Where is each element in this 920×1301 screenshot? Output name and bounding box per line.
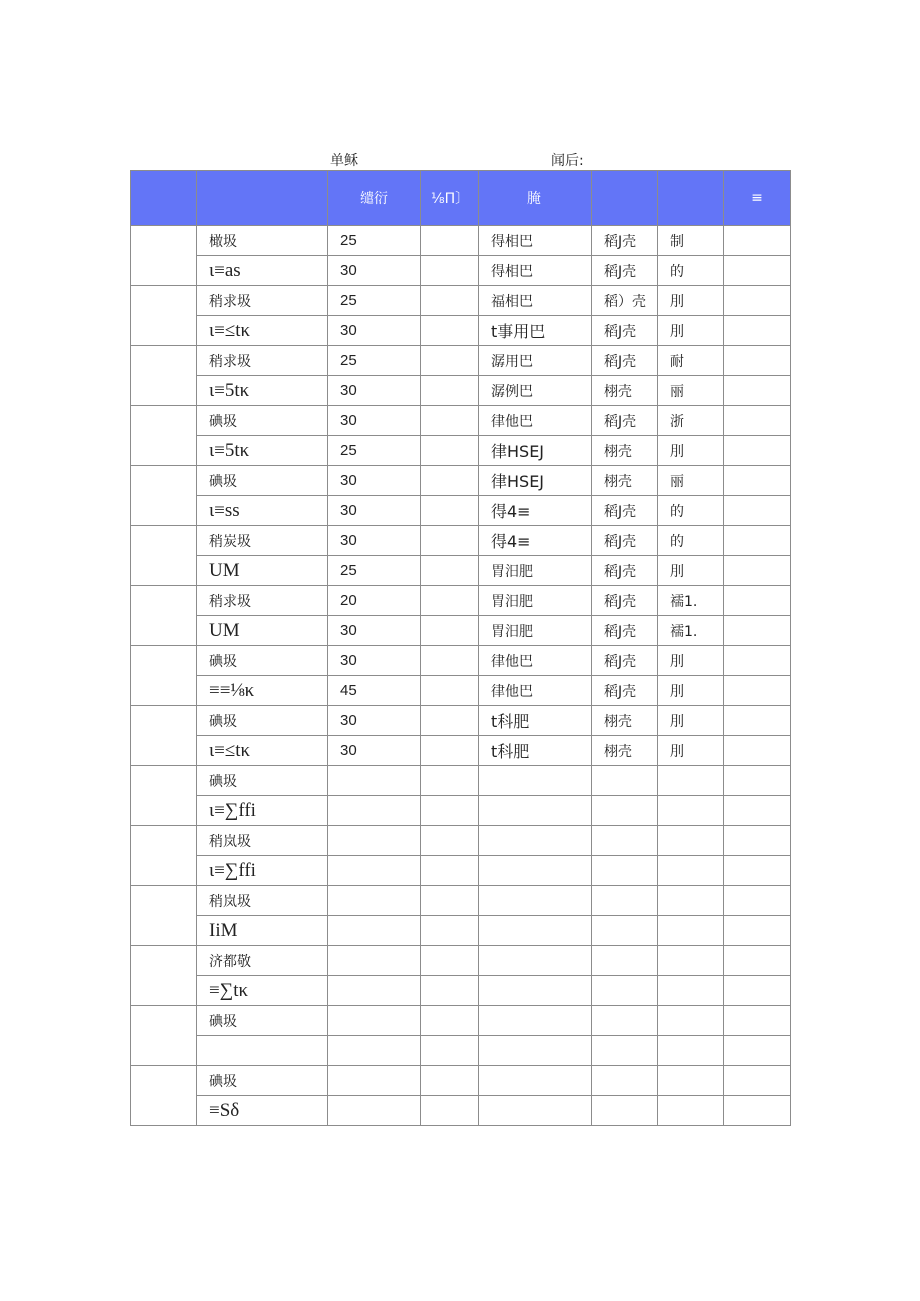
cell-remark <box>724 796 791 826</box>
cell-extra <box>421 376 479 406</box>
cell-extra <box>421 766 479 796</box>
cell-type <box>592 1096 658 1126</box>
table-row <box>131 1006 791 1036</box>
cell-remark <box>724 526 791 556</box>
cell-note <box>658 1066 724 1096</box>
cell-remark <box>724 226 791 256</box>
cell-name: 碘圾 <box>197 766 328 796</box>
cell-name: 碘圾 <box>197 406 328 436</box>
cell-qty <box>328 826 421 856</box>
cell-qty: 25 <box>328 346 421 376</box>
cell-type <box>592 1066 658 1096</box>
cell-name: 济都敬 <box>197 946 328 976</box>
table-row <box>131 1066 791 1096</box>
cell-type: 稻J壳 <box>592 586 658 616</box>
cell-remark <box>724 706 791 736</box>
header-cell: 缱衍 <box>328 171 421 226</box>
cell-remark <box>724 316 791 346</box>
cell-note: 刖 <box>658 646 724 676</box>
cell-type: 栩壳 <box>592 466 658 496</box>
table-row <box>131 586 791 616</box>
group-cell <box>131 646 197 706</box>
group-cell <box>131 586 197 646</box>
group-cell <box>131 886 197 946</box>
cell-name: 稍岚圾 <box>197 886 328 916</box>
cell-note: 制 <box>658 226 724 256</box>
cell-extra <box>421 676 479 706</box>
cell-name: 碘圾 <box>197 466 328 496</box>
cell-name: ≡≡⅛κ <box>197 676 328 706</box>
cell-origin <box>479 1096 592 1126</box>
cell-note: 浙 <box>658 406 724 436</box>
cell-note: 的 <box>658 256 724 286</box>
cell-name: 稍炭圾 <box>197 526 328 556</box>
cell-note: 刖 <box>658 706 724 736</box>
table-row <box>131 856 791 886</box>
cell-origin <box>479 826 592 856</box>
table-row <box>131 556 791 586</box>
cell-note: 襦1. <box>658 586 724 616</box>
cell-origin: 胃汨肥 <box>479 616 592 646</box>
cell-qty <box>328 1096 421 1126</box>
cell-extra <box>421 616 479 646</box>
cell-qty <box>328 856 421 886</box>
cell-extra <box>421 436 479 466</box>
cell-extra <box>421 466 479 496</box>
cell-type <box>592 826 658 856</box>
cell-note: 刖 <box>658 736 724 766</box>
cell-origin: 胃汨肥 <box>479 586 592 616</box>
cell-type <box>592 796 658 826</box>
cell-note: 的 <box>658 496 724 526</box>
cell-remark <box>724 1036 791 1066</box>
group-cell <box>131 706 197 766</box>
caption-right: 闻后: <box>551 153 584 169</box>
table-row <box>131 976 791 1006</box>
cell-remark <box>724 256 791 286</box>
cell-qty: 30 <box>328 736 421 766</box>
cell-name: 碘圾 <box>197 1066 328 1096</box>
cell-qty: 25 <box>328 556 421 586</box>
cell-note: 耐 <box>658 346 724 376</box>
cell-type: 稻J壳 <box>592 556 658 586</box>
cell-note: 刖 <box>658 676 724 706</box>
table-row <box>131 256 791 286</box>
cell-note <box>658 976 724 1006</box>
cell-qty: 30 <box>328 376 421 406</box>
table-row <box>131 676 791 706</box>
cell-origin <box>479 796 592 826</box>
cell-type <box>592 856 658 886</box>
cell-type: 稻J壳 <box>592 256 658 286</box>
cell-remark <box>724 946 791 976</box>
cell-qty <box>328 1006 421 1036</box>
cell-extra <box>421 316 479 346</box>
cell-origin <box>479 1036 592 1066</box>
cell-note <box>658 856 724 886</box>
cell-origin <box>479 886 592 916</box>
cell-remark <box>724 286 791 316</box>
cell-note <box>658 1006 724 1036</box>
cell-remark <box>724 676 791 706</box>
table-row <box>131 886 791 916</box>
cell-extra <box>421 856 479 886</box>
cell-origin <box>479 1006 592 1036</box>
cell-origin <box>479 946 592 976</box>
cell-qty: 25 <box>328 436 421 466</box>
table-row <box>131 736 791 766</box>
cell-extra <box>421 706 479 736</box>
cell-name: UM <box>197 556 328 586</box>
header-cell: ⅛П〕 <box>421 171 479 226</box>
table-row <box>131 226 791 256</box>
cell-type: 稻J壳 <box>592 616 658 646</box>
cell-name: ι≡≤tκ <box>197 736 328 766</box>
group-cell <box>131 946 197 1006</box>
cell-origin: t事用巴 <box>479 316 592 346</box>
cell-remark <box>724 976 791 1006</box>
cell-origin <box>479 1066 592 1096</box>
cell-remark <box>724 346 791 376</box>
cell-remark <box>724 1096 791 1126</box>
group-cell <box>131 286 197 346</box>
cell-type: 稻J壳 <box>592 676 658 706</box>
table-row <box>131 706 791 736</box>
cell-type <box>592 976 658 1006</box>
cell-remark <box>724 616 791 646</box>
cell-extra <box>421 226 479 256</box>
table-row <box>131 346 791 376</box>
cell-note: 的 <box>658 526 724 556</box>
cell-qty: 30 <box>328 316 421 346</box>
cell-name: 碘圾 <box>197 1006 328 1036</box>
cell-qty: 20 <box>328 586 421 616</box>
cell-note: 刖 <box>658 436 724 466</box>
cell-type: 稻J壳 <box>592 226 658 256</box>
cell-type: 栩壳 <box>592 706 658 736</box>
cell-origin <box>479 766 592 796</box>
cell-extra <box>421 646 479 676</box>
cell-extra <box>421 406 479 436</box>
table-row <box>131 946 791 976</box>
cell-name <box>197 1036 328 1066</box>
cell-type: 稻J壳 <box>592 406 658 436</box>
cell-remark <box>724 916 791 946</box>
cell-remark <box>724 646 791 676</box>
cell-name: IiM <box>197 916 328 946</box>
cell-remark <box>724 406 791 436</box>
cell-extra <box>421 586 479 616</box>
cell-qty: 30 <box>328 406 421 436</box>
cell-extra <box>421 556 479 586</box>
table-row <box>131 616 791 646</box>
cell-origin: 得相巴 <box>479 226 592 256</box>
cell-origin <box>479 916 592 946</box>
cell-name: ι≡∑ffi <box>197 796 328 826</box>
cell-extra <box>421 1006 479 1036</box>
cell-name: 碘圾 <box>197 706 328 736</box>
cell-name: ι≡≤tκ <box>197 316 328 346</box>
cell-extra <box>421 796 479 826</box>
cell-note <box>658 916 724 946</box>
cell-qty: 30 <box>328 616 421 646</box>
cell-origin: 律他巴 <box>479 676 592 706</box>
cell-type <box>592 916 658 946</box>
table-header-row <box>131 171 791 226</box>
cell-origin: 潺用巴 <box>479 346 592 376</box>
cell-note <box>658 946 724 976</box>
cell-type: 稻J壳 <box>592 646 658 676</box>
table-row <box>131 376 791 406</box>
table-row <box>131 526 791 556</box>
table-row <box>131 496 791 526</box>
cell-remark <box>724 1006 791 1036</box>
cell-extra <box>421 946 479 976</box>
cell-qty <box>328 796 421 826</box>
cell-qty <box>328 1036 421 1066</box>
cell-extra <box>421 346 479 376</box>
cell-qty: 30 <box>328 256 421 286</box>
cell-origin <box>479 856 592 886</box>
cell-type <box>592 886 658 916</box>
table-row <box>131 1096 791 1126</box>
cell-origin: 律HSEJ <box>479 466 592 496</box>
group-cell <box>131 346 197 406</box>
cell-remark <box>724 556 791 586</box>
table-row <box>131 436 791 466</box>
group-cell <box>131 1006 197 1066</box>
header-cell <box>658 171 724 226</box>
cell-note <box>658 886 724 916</box>
cell-note <box>658 826 724 856</box>
header-cell <box>131 171 197 226</box>
cell-name: ι≡∑ffi <box>197 856 328 886</box>
table-row <box>131 826 791 856</box>
cell-remark <box>724 1066 791 1096</box>
cell-note: 刖 <box>658 316 724 346</box>
cell-extra <box>421 256 479 286</box>
table-row <box>131 796 791 826</box>
cell-type: 稻J壳 <box>592 526 658 556</box>
cell-name: ≡Sδ <box>197 1096 328 1126</box>
cell-origin: 福相巴 <box>479 286 592 316</box>
cell-extra <box>421 1096 479 1126</box>
cell-origin: t科肥 <box>479 736 592 766</box>
cell-extra <box>421 526 479 556</box>
cell-remark <box>724 736 791 766</box>
group-cell <box>131 406 197 466</box>
header-cell: ≡ <box>724 171 791 226</box>
cell-qty <box>328 766 421 796</box>
cell-qty: 30 <box>328 466 421 496</box>
cell-type: 稻J壳 <box>592 346 658 376</box>
cell-name: 橄圾 <box>197 226 328 256</box>
cell-qty: 25 <box>328 226 421 256</box>
table-row <box>131 316 791 346</box>
cell-type <box>592 766 658 796</box>
cell-origin: 律他巴 <box>479 406 592 436</box>
cell-name: 碘圾 <box>197 646 328 676</box>
cell-qty <box>328 916 421 946</box>
cell-extra <box>421 286 479 316</box>
cell-qty: 30 <box>328 526 421 556</box>
cell-extra <box>421 916 479 946</box>
cell-origin <box>479 976 592 1006</box>
group-cell <box>131 466 197 526</box>
cell-note <box>658 1036 724 1066</box>
cell-type: 栩壳 <box>592 736 658 766</box>
group-cell <box>131 826 197 886</box>
cell-name: ι≡5tκ <box>197 436 328 466</box>
cell-remark <box>724 886 791 916</box>
cell-note: 襦1. <box>658 616 724 646</box>
cell-qty: 25 <box>328 286 421 316</box>
cell-type <box>592 946 658 976</box>
header-cell <box>197 171 328 226</box>
cell-remark <box>724 376 791 406</box>
cell-qty <box>328 946 421 976</box>
cell-origin: 得4≡ <box>479 496 592 526</box>
data-table <box>130 170 791 1126</box>
table-body <box>131 226 791 1126</box>
cell-name: ι≡as <box>197 256 328 286</box>
group-cell <box>131 766 197 826</box>
cell-qty <box>328 886 421 916</box>
group-cell <box>131 226 197 286</box>
cell-extra <box>421 886 479 916</box>
header-cell <box>592 171 658 226</box>
table-row <box>131 916 791 946</box>
table-row <box>131 286 791 316</box>
cell-name: UM <box>197 616 328 646</box>
cell-extra <box>421 496 479 526</box>
cell-type: 栩壳 <box>592 376 658 406</box>
cell-remark <box>724 586 791 616</box>
cell-origin: t科肥 <box>479 706 592 736</box>
cell-type <box>592 1036 658 1066</box>
group-cell <box>131 1066 197 1126</box>
cell-type <box>592 1006 658 1036</box>
cell-origin: 得4≡ <box>479 526 592 556</box>
cell-qty: 30 <box>328 706 421 736</box>
cell-remark <box>724 496 791 526</box>
cell-remark <box>724 466 791 496</box>
cell-remark <box>724 826 791 856</box>
table-row <box>131 466 791 496</box>
cell-origin: 潺例巴 <box>479 376 592 406</box>
cell-origin: 律HSEJ <box>479 436 592 466</box>
cell-extra <box>421 1066 479 1096</box>
cell-remark <box>724 856 791 886</box>
cell-extra <box>421 1036 479 1066</box>
cell-note <box>658 796 724 826</box>
cell-type: 稻）壳 <box>592 286 658 316</box>
cell-type: 稻J壳 <box>592 316 658 346</box>
cell-origin: 律他巴 <box>479 646 592 676</box>
cell-note <box>658 766 724 796</box>
table-row <box>131 1036 791 1066</box>
cell-qty <box>328 1066 421 1096</box>
cell-origin: 得相巴 <box>479 256 592 286</box>
cell-type: 栩壳 <box>592 436 658 466</box>
cell-note <box>658 1096 724 1126</box>
cell-qty: 30 <box>328 646 421 676</box>
cell-note: 丽 <box>658 466 724 496</box>
cell-name: 稍求圾 <box>197 286 328 316</box>
cell-extra <box>421 736 479 766</box>
table-row <box>131 766 791 796</box>
cell-qty: 45 <box>328 676 421 706</box>
cell-name: 稍求圾 <box>197 586 328 616</box>
cell-qty <box>328 976 421 1006</box>
cell-remark <box>724 436 791 466</box>
group-cell <box>131 526 197 586</box>
cell-note: 刖 <box>658 286 724 316</box>
cell-type: 稻J壳 <box>592 496 658 526</box>
cell-note: 丽 <box>658 376 724 406</box>
caption-left: 单稣 <box>330 153 358 169</box>
cell-name: ι≡5tκ <box>197 376 328 406</box>
cell-note: 刖 <box>658 556 724 586</box>
cell-origin: 胃汨肥 <box>479 556 592 586</box>
cell-name: 稍岚圾 <box>197 826 328 856</box>
table-row <box>131 406 791 436</box>
cell-extra <box>421 826 479 856</box>
table-row <box>131 646 791 676</box>
cell-qty: 30 <box>328 496 421 526</box>
cell-name: ≡∑tκ <box>197 976 328 1006</box>
header-cell: 腌 <box>479 171 592 226</box>
cell-extra <box>421 976 479 1006</box>
cell-name: ι≡ss <box>197 496 328 526</box>
cell-remark <box>724 766 791 796</box>
cell-name: 稍求圾 <box>197 346 328 376</box>
